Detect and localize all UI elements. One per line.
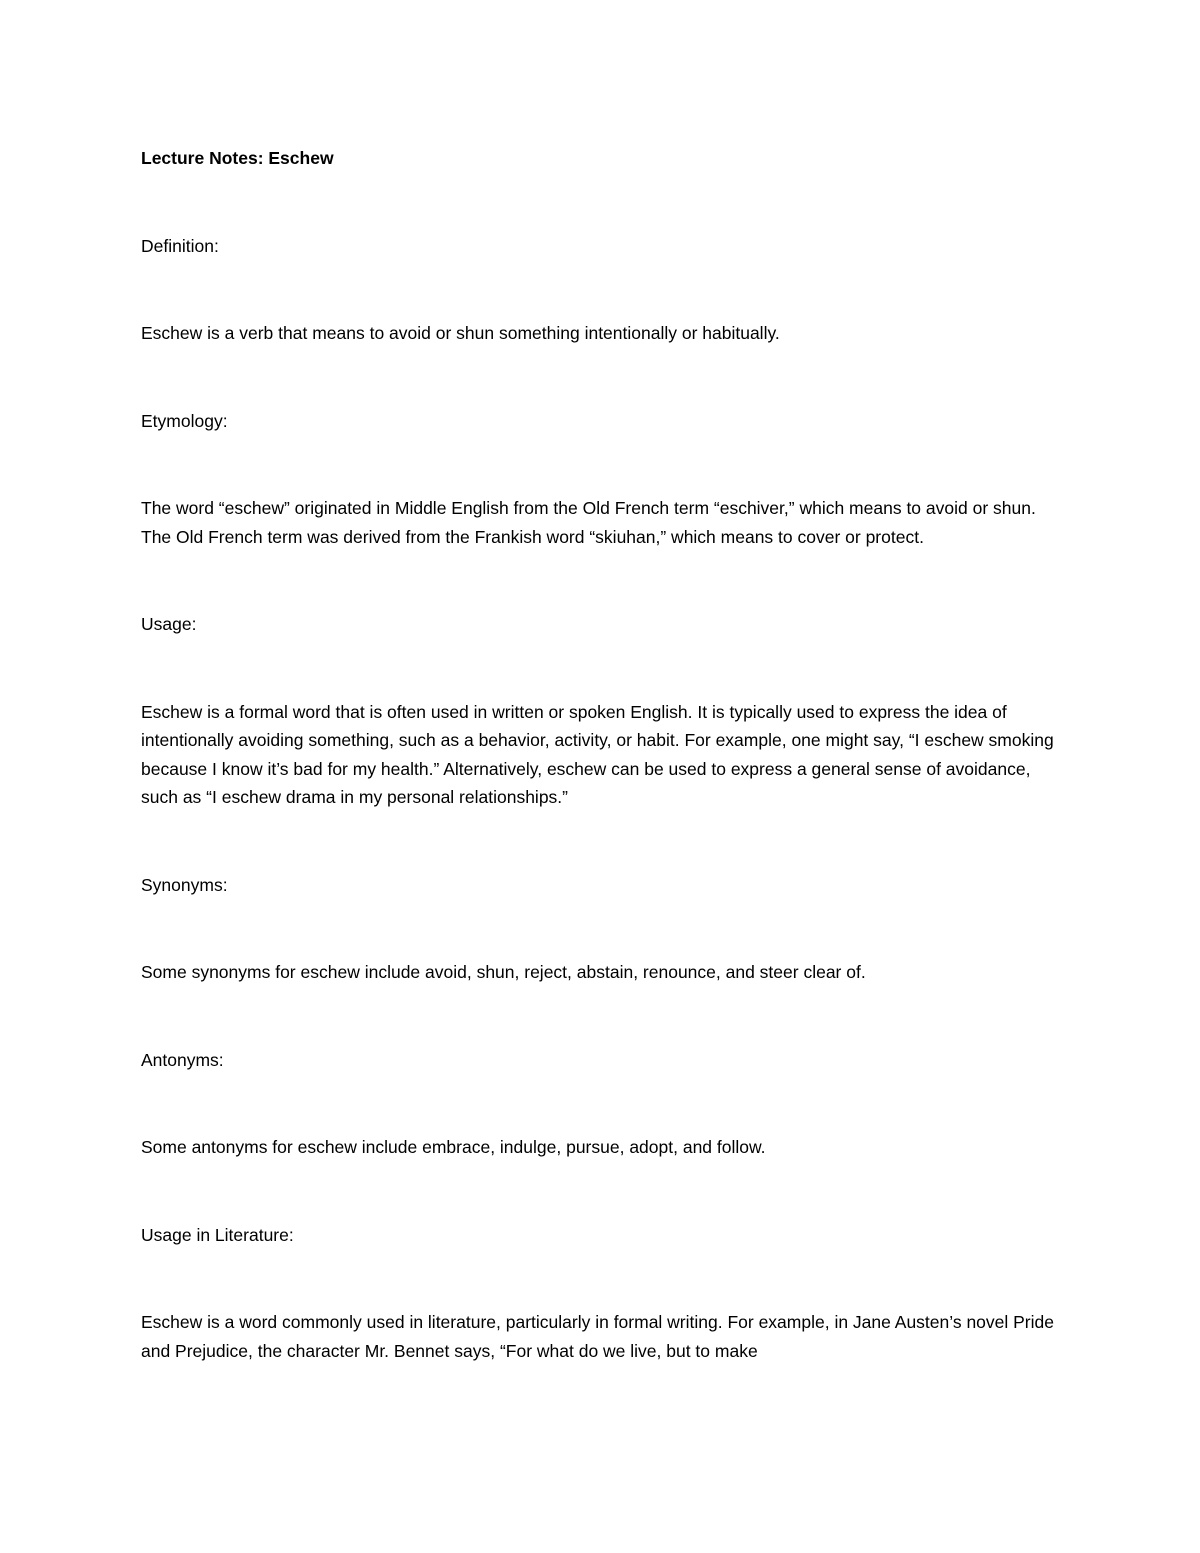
section-body-etymology: The word “eschew” originated in Middle English from the Old French term “eschiver,” which means to avoid or shun. The Old French term was derived from the Frankish word “skiuhan,” which means to cover or protect.	[141, 498, 1036, 547]
section-heading-usage-in-literature: Usage in Literature:	[141, 1224, 294, 1245]
section-heading-etymology: Etymology:	[141, 410, 228, 431]
document-title: Lecture Notes: Eschew	[141, 148, 334, 168]
section-body-synonyms: Some synonyms for eschew include avoid, shun, reject, abstain, renounce, and steer clear of.	[141, 962, 866, 982]
section-heading-synonyms: Synonyms:	[141, 874, 228, 895]
section-body-antonyms: Some antonyms for eschew include embrace, indulge, pursue, adopt, and follow.	[141, 1137, 766, 1157]
section-heading-usage: Usage:	[141, 614, 197, 634]
section-body-usage-in-literature: Eschew is a word commonly used in literature, particularly in formal writing. For example, in Jane Austen’s novel Pride and Prejudice, the character Mr. Bennet says, “For what do we live, but to make	[141, 1312, 1054, 1361]
section-body-definition: Eschew is a verb that means to avoid or shun something intentionally or habitually.	[141, 323, 780, 343]
document-body	[141, 144, 1056, 1365]
section-heading-definition: Definition:	[141, 235, 219, 256]
section-heading-antonyms: Antonyms:	[141, 1049, 224, 1070]
section-body-usage: Eschew is a formal word that is often used in written or spoken English. It is typically used to express the idea of intentionally avoiding something, such as a behavior, activity, or habit. For example, one might say, “I eschew smoking because I know it’s bad for my health.” Alternatively, eschew can be used to express a general sense of avoidance, such as “I eschew drama in my personal relationships.”	[141, 701, 1054, 807]
